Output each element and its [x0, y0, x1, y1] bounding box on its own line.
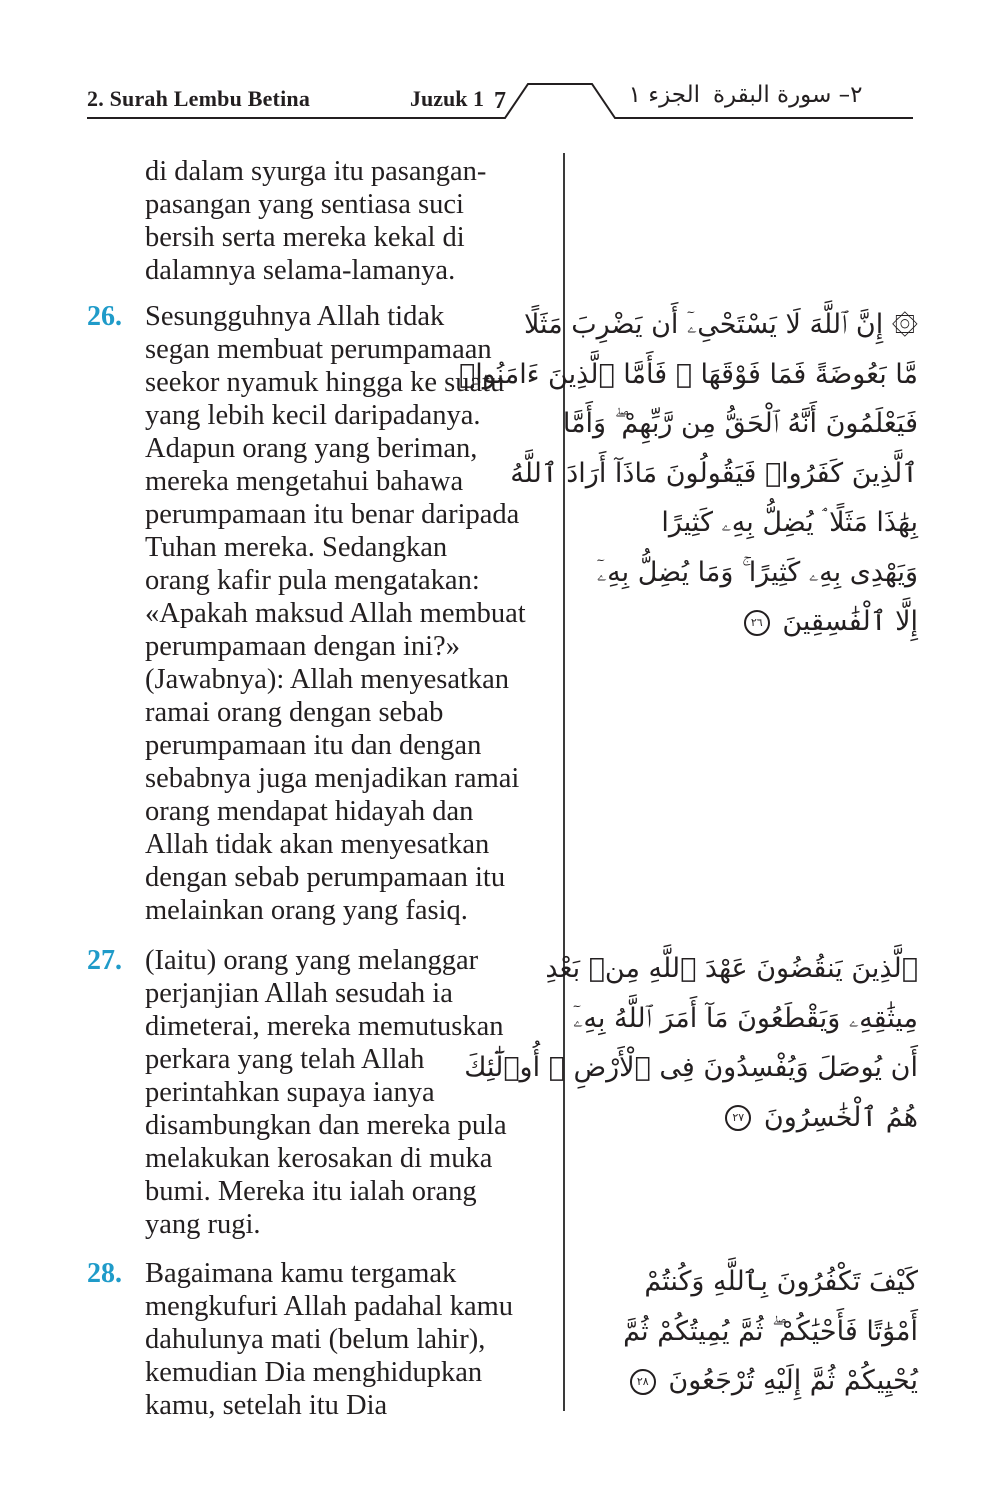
- ayah-end-marker: ٢٦: [744, 610, 770, 636]
- text-line: di dalam syurga itu pasangan-: [145, 156, 487, 187]
- text-line: bumi. Mereka itu ialah orang: [145, 1176, 477, 1207]
- verse-28-translation: [145, 1257, 555, 1422]
- arabic-line: [600, 597, 918, 647]
- text-line: perintahkan supaya ianya: [145, 1077, 435, 1108]
- verse-28-arabic: [600, 1257, 918, 1406]
- arabic-line: كَيْفَ تَكْفُرُونَ بِٱللَّهِ وَكُنتُمْ: [644, 1266, 918, 1297]
- text-line: Bagaimana kamu tergamak: [145, 1258, 457, 1289]
- text-line: segan membuat perumpamaan: [145, 334, 492, 365]
- arabic-line: ٱلَّذِينَ كَفَرُوا۟ فَيَقُولُونَ مَاذَآ أَرَادَ ٱللَّهُ: [510, 457, 918, 489]
- text-line: mereka mengetahui bahawa: [145, 466, 464, 497]
- text-line: perjanjian Allah sesudah ia: [145, 978, 453, 1009]
- juz-label-arabic: الجزء ١: [628, 82, 700, 108]
- intro-translation: [145, 155, 555, 287]
- ayah-end-marker: ٢٨: [630, 1369, 656, 1395]
- text-line: perumpamaan itu benar daripada: [145, 499, 520, 530]
- text-line: pasangan yang sentiasa suci: [145, 189, 464, 220]
- text-line: ramai orang dengan sebab: [145, 697, 444, 728]
- surah-title-arabic: ٢– سورة البقرة: [713, 82, 863, 108]
- surah-title-malay: 2. Surah Lembu Betina: [87, 86, 311, 111]
- text-line: Allah tidak akan menyesatkan: [145, 829, 490, 860]
- arabic-line-text: هُمُ ٱلْخَٰسِرُونَ: [763, 1101, 918, 1133]
- verse-number: 26.: [87, 301, 122, 332]
- text-line: kemudian Dia menghidupkan: [145, 1357, 483, 1388]
- arabic-line: [600, 1356, 918, 1406]
- juzuk-label: Juzuk 1: [410, 86, 484, 111]
- text-line: dalamnya selama-lamanya.: [145, 255, 456, 286]
- text-line: dengan sebab perumpamaan itu: [145, 862, 506, 893]
- verse-number: 27.: [87, 945, 122, 976]
- text-line: bersih serta mereka kekal di: [145, 222, 465, 253]
- page-number: 7: [494, 88, 506, 114]
- verse-number: 28.: [87, 1258, 122, 1289]
- text-line: Tuhan mereka. Sedangkan: [145, 532, 448, 563]
- text-line: perumpamaan itu dan dengan: [145, 730, 482, 761]
- arabic-line: مَّا بَعُوضَةً فَمَا فَوْقَهَا ۚ فَأَمَّا ٱلَّذِينَ ءَامَنُوا۟: [459, 358, 918, 390]
- text-line: (Jawabnya): Allah menyesatkan: [145, 664, 510, 695]
- arabic-line: ۞ إِنَّ ٱللَّهَ لَا يَسْتَحْىِۦٓ أَن يَضْرِبَ مَثَلًا: [523, 309, 918, 340]
- arabic-line: أَن يُوصَلَ وَيُفْسِدُونَ فِى ٱلْأَرْضِ ۚ أُو۟لَٰٓئِكَ: [464, 1052, 918, 1083]
- text-line: melainkan orang yang fasiq.: [145, 895, 468, 926]
- text-line: perkara yang telah Allah: [145, 1044, 425, 1075]
- verse-27-arabic: [464, 944, 918, 1142]
- text-line: melakukan kerosakan di muka: [145, 1143, 493, 1174]
- arabic-line: وَيَهْدِى بِهِۦ كَثِيرًا ۚ وَمَا يُضِلُّ بِهِۦٓ: [596, 556, 918, 588]
- arabic-line-text: يُحْيِيكُمْ ثُمَّ إِلَيْهِ تُرْجَعُونَ: [668, 1365, 918, 1396]
- text-line: orang mendapat hidayah dan: [145, 796, 474, 827]
- text-line: kamu, setelah itu Dia: [145, 1390, 388, 1421]
- text-line: dahulunya mati (belum lahir),: [145, 1324, 486, 1355]
- verse-26-arabic: [459, 300, 918, 647]
- text-line: Adapun orang yang beriman,: [145, 433, 478, 464]
- arabic-line-text: إِلَّا ٱلْفَٰسِقِينَ: [782, 606, 918, 637]
- arabic-line: فَيَعْلَمُونَ أَنَّهُ ٱلْحَقُّ مِن رَّبِّهِمْ ۖ وَأَمَّا: [562, 408, 918, 439]
- text-line: mengkufuri Allah padahal kamu: [145, 1291, 514, 1322]
- text-line: yang rugi.: [145, 1209, 261, 1240]
- page-header: [0, 0, 1000, 130]
- text-line: orang kafir pula mengatakan:: [145, 565, 480, 596]
- arabic-line: [600, 1093, 918, 1143]
- text-line: perumpamaan dengan ini?»: [145, 631, 460, 662]
- ayah-end-marker: ٢٧: [725, 1105, 751, 1131]
- text-line: yang lebih kecil daripadanya.: [145, 400, 481, 431]
- text-line: dimeterai, mereka memutuskan: [145, 1011, 504, 1042]
- arabic-line: ٱلَّذِينَ يَنقُضُونَ عَهْدَ ٱللَّهِ مِنۢ بَعْدِ: [545, 953, 918, 984]
- text-line: (Iaitu) orang yang melanggar: [145, 945, 479, 976]
- arabic-line: مِيثَٰقِهِۦ وَيَقْطَعُونَ مَآ أَمَرَ ٱللَّهُ بِهِۦٓ: [573, 1002, 918, 1034]
- text-line: seekor nyamuk hingga ke suatu: [145, 367, 505, 398]
- text-line: «Apakah maksud Allah membuat: [145, 598, 526, 629]
- text-line: sebabnya juga menjadikan ramai: [145, 763, 520, 794]
- arabic-line: أَمْوَٰتًا فَأَحْيَٰكُمْ ۖ ثُمَّ يُمِيتُكُمْ ثُمَّ: [623, 1315, 918, 1347]
- verse-27-translation: [145, 944, 555, 1241]
- text-line: Sesungguhnya Allah tidak: [145, 301, 445, 332]
- text-line: disambungkan dan mereka pula: [145, 1110, 507, 1141]
- arabic-line: بِهَٰذَا مَثَلًا ۘ يُضِلُّ بِهِۦ كَثِيرًا: [661, 507, 918, 538]
